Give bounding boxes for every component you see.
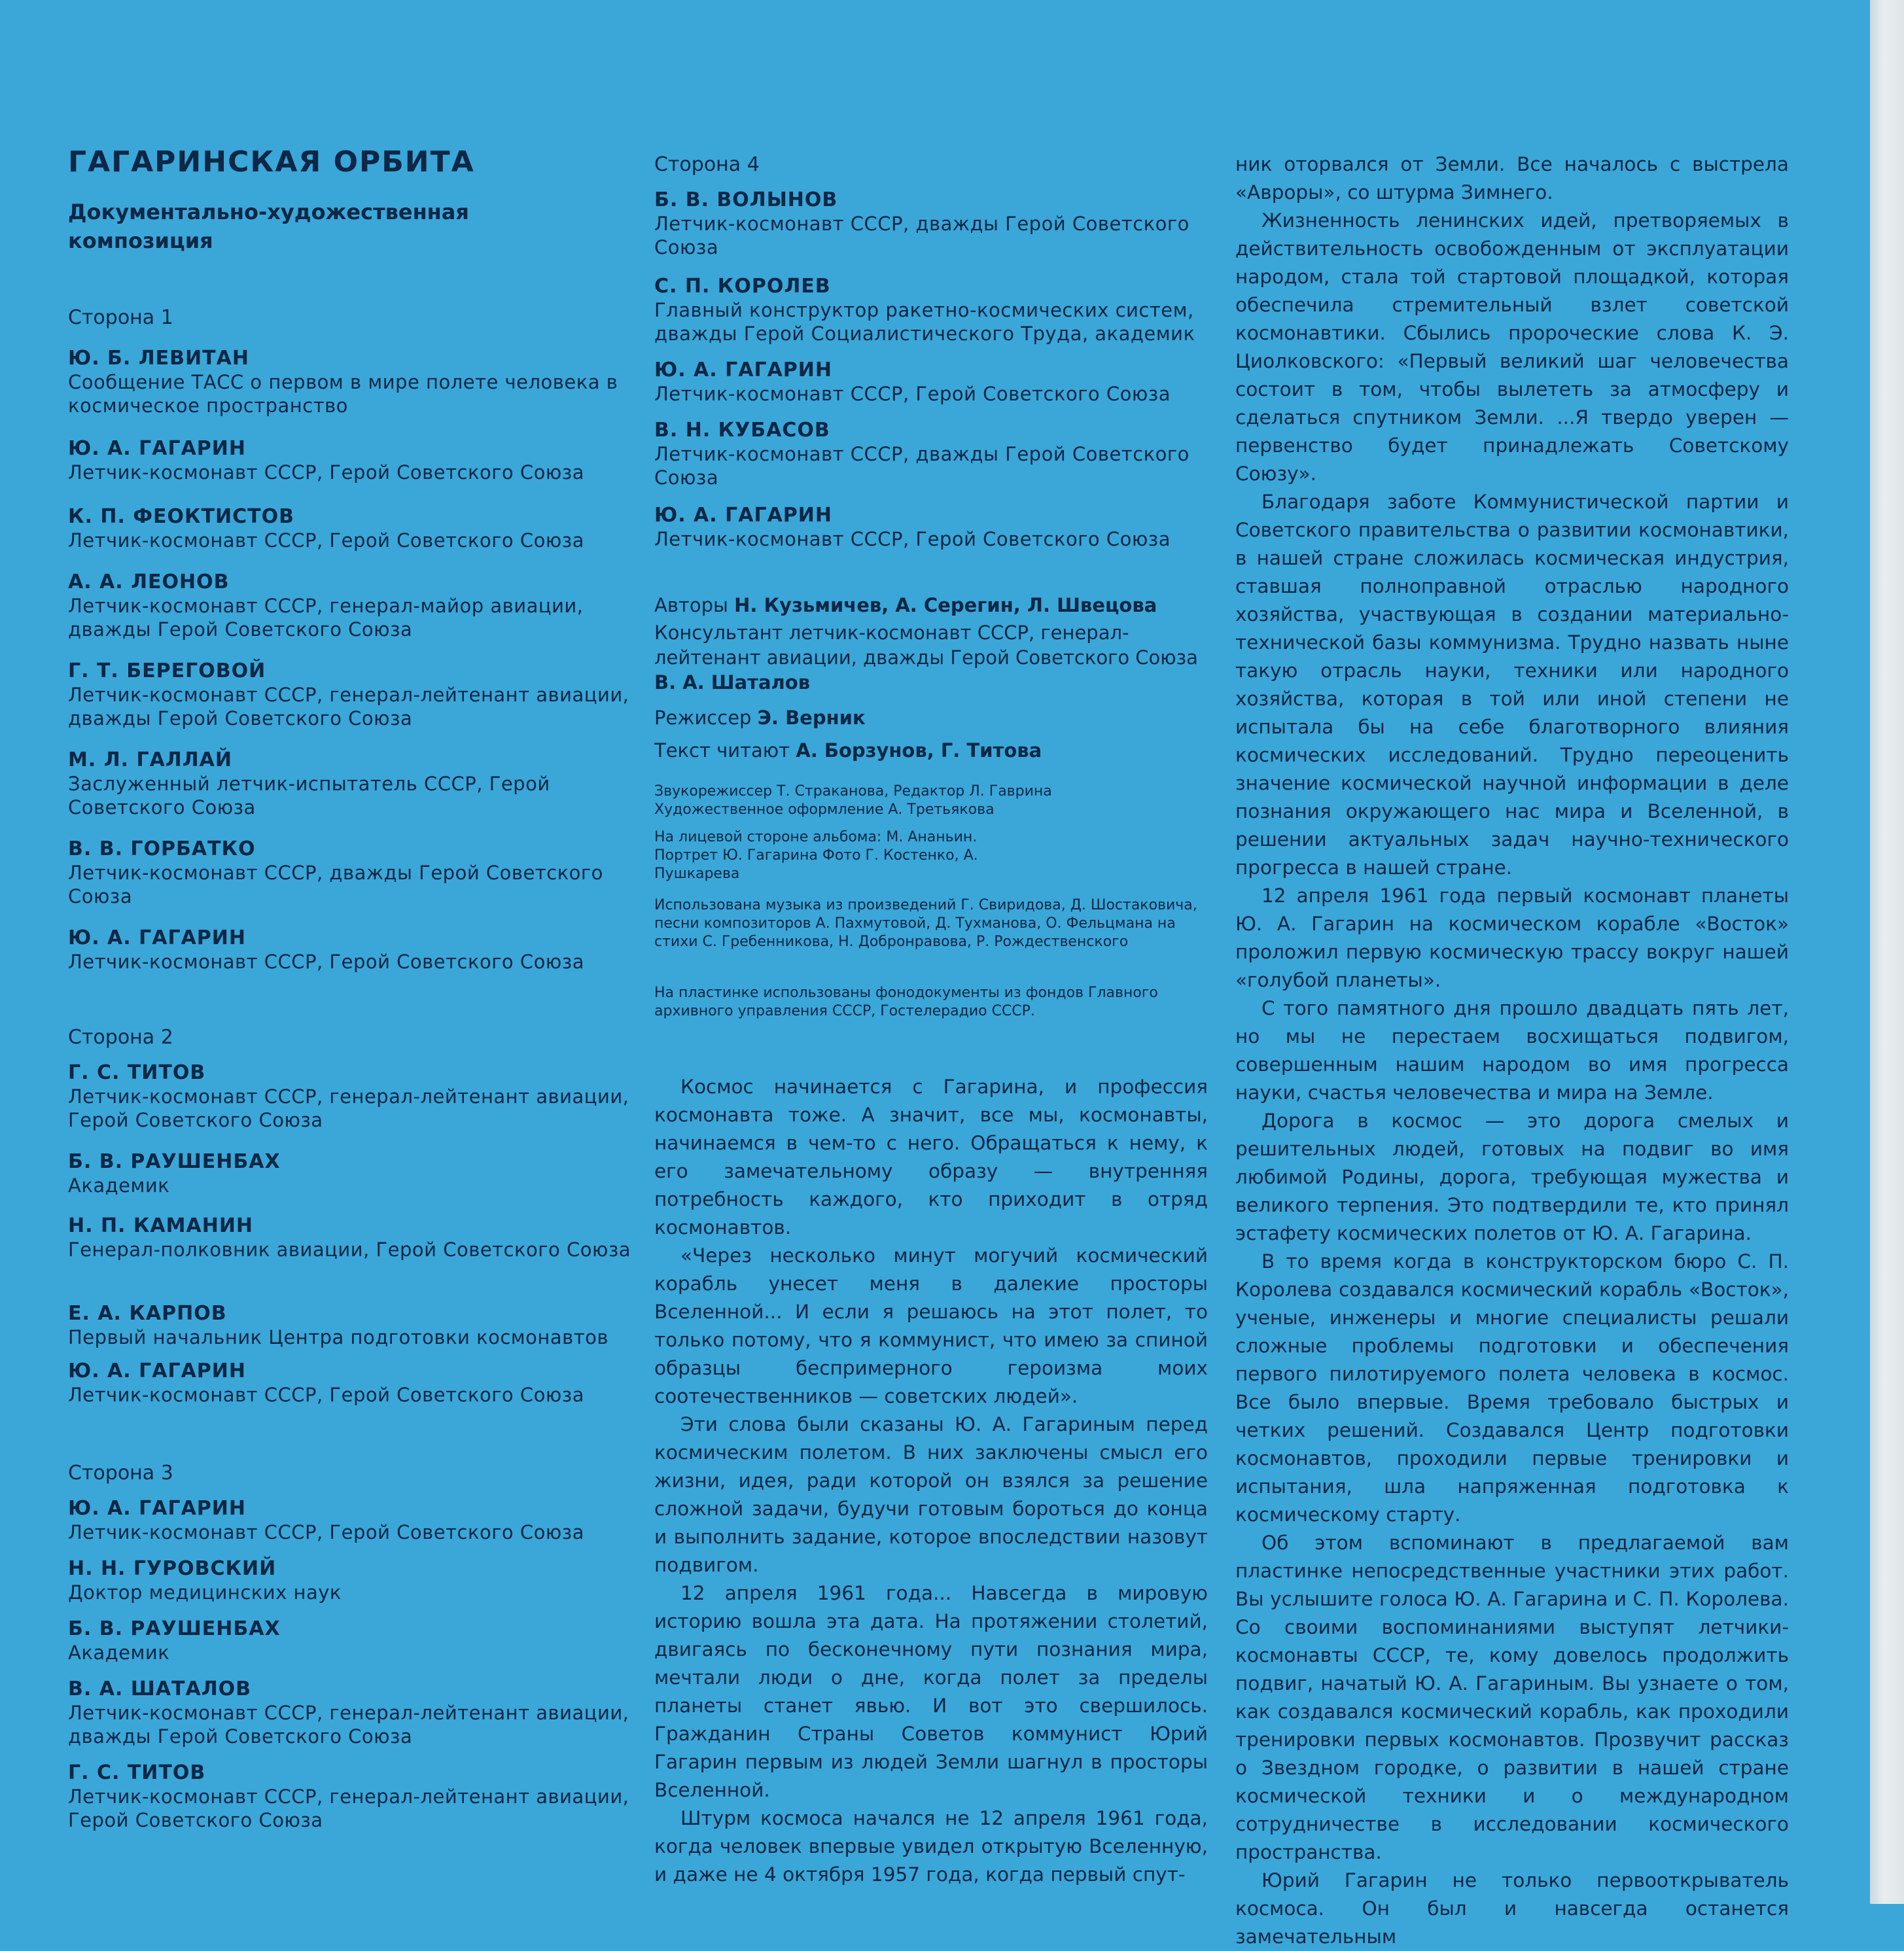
person-name: Г. С. ТИТОВ bbox=[68, 1761, 206, 1784]
readers-credit bbox=[654, 738, 1217, 763]
side-1-label: Сторона 1 bbox=[68, 306, 173, 329]
person-role: Летчик-космонавт СССР, Герой Советского Союза bbox=[68, 529, 584, 552]
person-name: С. П. КОРОЛЕВ bbox=[654, 275, 831, 298]
person-role: Летчик-космонавт СССР, дважды Герой Советского Союза bbox=[68, 862, 603, 907]
track-entry bbox=[68, 1150, 644, 1197]
person-name: Ю. А. ГАГАРИН bbox=[68, 437, 246, 460]
track-entry bbox=[68, 571, 644, 641]
person-role: Летчик-космонавт СССР, Герой Советского Союза bbox=[68, 1521, 584, 1543]
person-name: Б. В. РАУШЕНБАХ bbox=[68, 1617, 281, 1640]
track-entry bbox=[68, 659, 644, 730]
consultant-label: Консультант летчик-космонавт СССР, генерал-лейтенант авиации, дважды Герой Советского Союза bbox=[654, 622, 1198, 669]
essay-paragraph: «Через несколько минут могучий космический корабль унесет меня в далекие просторы Вселенной... И если я решаюсь на этот полет, то только потому, что я коммунист, что имею за спиной образцы беспримерного героизма моих соотечественников — советских людей». bbox=[654, 1244, 1208, 1407]
album-subtitle: Документально-художественная композиция bbox=[68, 200, 469, 253]
track-entry bbox=[68, 926, 644, 974]
essay-paragraph: Эти слова были сказаны Ю. А. Гагариным перед космическим полетом. В них заключены смысл его жизни, идея, ради которой он взялся за решение сложной задачи, будучи готовым бороться до конца и выполнить задание, которое впоследствии назовут подвигом. bbox=[654, 1413, 1208, 1576]
person-role: Главный конструктор ракетно-космических систем, дважды Герой Социалистического Труда, академик bbox=[654, 299, 1195, 345]
essay-paragraph: В то время когда в конструкторском бюро С. П. Королева создавался космический корабль «Восток», ученые, инженеры и многие специалисты решали сложные проблемы подготовки и обеспечения первого пилотируемого полета человека в космос. Все было впервые. Время требовало быстрых и четких решений. Создавался Центр подготовки космонавтов, проходили первые тренировки и испытания, шла напряженная подготовка к космическому старту. bbox=[1235, 1250, 1789, 1526]
person-role: Летчик-космонавт СССР, генерал-майор авиации, дважды Герой Советского Союза bbox=[68, 595, 584, 641]
track-entry bbox=[68, 505, 644, 552]
person-name: Н. Н. ГУРОВСКИЙ bbox=[68, 1557, 277, 1580]
consultant-name: В. А. Шаталов bbox=[654, 671, 811, 694]
person-role: Летчик-космонавт СССР, дважды Герой Советского Союза bbox=[654, 443, 1190, 489]
track-entry bbox=[68, 1214, 644, 1261]
track-entry bbox=[68, 837, 644, 908]
person-role: Летчик-космонавт СССР, генерал-лейтенант авиации, Герой Советского Союза bbox=[68, 1785, 629, 1831]
person-name: В. В. ГОРБАТКО bbox=[68, 837, 256, 860]
person-name: Ю. А. ГАГАРИН bbox=[68, 926, 246, 949]
front-cover-credit: На лицевой стороне альбома: М. Ананьин. Портрет Ю. Гагарина Фото Г. Костенко, А. Пушкарева bbox=[654, 829, 978, 882]
essay-paragraph: Штурм космоса начался не 12 апреля 1961 года, когда человек впервые увидел открытую Вселенную, и даже не 4 октября 1957 года, когда первый спут- bbox=[654, 1807, 1208, 1886]
person-role: Академик bbox=[68, 1174, 170, 1197]
person-role: Летчик-космонавт СССР, Герой Советского Союза bbox=[68, 1384, 584, 1406]
readers-label: Текст читают bbox=[654, 739, 790, 762]
person-role: Первый начальник Центра подготовки космонавтов bbox=[68, 1326, 608, 1348]
person-name: А. А. ЛЕОНОВ bbox=[68, 571, 230, 593]
person-name: Ю. А. ГАГАРИН bbox=[68, 1497, 246, 1520]
track-entry bbox=[68, 1497, 644, 1544]
person-name: Г. С. ТИТОВ bbox=[68, 1061, 206, 1084]
person-name: Е. А. КАРПОВ bbox=[68, 1302, 227, 1325]
track-entry bbox=[68, 347, 644, 417]
person-role: Летчик-космонавт СССР, генерал-лейтенант авиации, дважды Герой Советского Союза bbox=[68, 1702, 629, 1748]
essay-paragraph: Жизненность ленинских идей, претворяемых в действительность освобожденным от эксплуатации народом, стала той стартовой площадкой, которая обеспечила стремительный взлет советской космонавтики. Сбылись пророческие слова К. Э. Циолковского: «Первый великий шаг человечества состоит в том, чтобы вылететь за атмосферу и сделаться спутником Земли. ...Я твердо уверен — первенство будет принадлежать Советскому Союзу». bbox=[1235, 209, 1789, 485]
essay-paragraph: 12 апреля 1961 года первый космонавт планеты Ю. А. Гагарин на космическом корабле «Восток» проложил первую космическую трассу вокруг нашей «голубой планеты». bbox=[1235, 885, 1789, 991]
person-role: Летчик-космонавт СССР, Герой Советского Союза bbox=[68, 951, 584, 973]
consultant-credit bbox=[654, 620, 1217, 695]
person-role: Сообщение ТАСС о первом в мире полете человека в космическое пространство bbox=[68, 371, 618, 417]
track-entry bbox=[68, 1678, 644, 1748]
essay-paragraph: 12 апреля 1961 года... Навсегда в мировую историю вошла эта дата. На протяжении столетий, двигаясь по бесконечному пути познания мира, мечтали люди о дне, когда полет за пределы планеты станет явью. И вот это свершилось. Гражданин Страны Советов коммунист Юрий Гагарин первым из людей Земли шагнул в просторы Вселенной. bbox=[654, 1582, 1208, 1801]
essay-paragraph: Дорога в космос — это дорога смелых и решительных людей, готовых на подвиг во имя любимой Родины, дорога, требующая мужества и великого терпения. Это подтвердили те, кто принял эстафету космических полетов от Ю. А. Гагарина. bbox=[1235, 1110, 1789, 1244]
track-entry bbox=[68, 1061, 644, 1132]
person-role: Генерал-полковник авиации, Герой Советского Союза bbox=[68, 1239, 631, 1261]
essay-paragraph: Благодаря заботе Коммунистической партии и Советского правительства о развитии космонавтики, в нашей стране сложилась космическая индустрия, ставшая полноправной отраслью народного хозяйства, участвующая в создании материально-технической базы коммунизма. Трудно назвать ныне такую отрасль науки, техники или народного хозяйства, которая в той или иной степени не испытала бы на себе благотворного влияния космических исследований. Трудно переоценить значение космической научной информации в деле познания окружающего нас мира и Вселенной, в решении актуальных задач научно-технического прогресса в нашей стране. bbox=[1235, 491, 1789, 879]
person-name: Ю. А. ГАГАРИН bbox=[654, 359, 832, 381]
person-name: Б. В. РАУШЕНБАХ bbox=[68, 1150, 281, 1173]
track-entry bbox=[654, 504, 1230, 551]
track-entry bbox=[68, 437, 644, 484]
person-name: К. П. ФЕОКТИСТОВ bbox=[68, 505, 294, 528]
person-role: Доктор медицинских наук bbox=[68, 1581, 342, 1604]
authors-credit bbox=[654, 593, 1217, 618]
design-credit: Художественное оформление А. Третьякова bbox=[654, 801, 995, 818]
person-role: Летчик-космонавт СССР, дважды Герой Советского Союза bbox=[654, 213, 1190, 258]
sleeve-edge bbox=[1870, 0, 1904, 1904]
person-role: Летчик-космонавт СССР, генерал-лейтенант авиации, дважды Герой Советского Союза bbox=[68, 684, 629, 729]
person-name: Ю. А. ГАГАРИН bbox=[654, 504, 832, 527]
side-4-label: Сторона 4 bbox=[654, 153, 760, 176]
sound-credit: Звукорежиссер Т. Страканова, Редактор Л. Гаврина bbox=[654, 783, 1052, 800]
person-name: Ю. А. ГАГАРИН bbox=[68, 1360, 246, 1382]
track-entry bbox=[68, 1360, 644, 1407]
track-entry bbox=[654, 275, 1230, 345]
essay-column-right bbox=[1235, 150, 1789, 1951]
album-title: ГАГАРИНСКАЯ ОРБИТА bbox=[68, 145, 475, 179]
track-entry bbox=[654, 188, 1230, 259]
essay-paragraph: С того памятного дня прошло двадцать пять лет, но мы не перестаем восхищаться подвигом, совершенным нашим народом во имя прогресса науки, счастья человечества и мира на Земле. bbox=[1235, 997, 1789, 1104]
side-3-label: Сторона 3 bbox=[68, 1462, 173, 1485]
director-credit bbox=[654, 705, 1217, 730]
track-entry bbox=[68, 1617, 644, 1664]
readers-names: А. Борзунов, Г. Титова bbox=[796, 739, 1042, 762]
track-entry bbox=[654, 359, 1230, 406]
person-name: Н. П. КАМАНИН bbox=[68, 1214, 254, 1237]
person-role: Летчик-космонавт СССР, Герой Советского Союза bbox=[68, 461, 584, 483]
person-role: Академик bbox=[68, 1642, 170, 1664]
essay-column-middle bbox=[654, 1073, 1208, 1889]
authors-label: Авторы bbox=[654, 594, 728, 616]
essay-paragraph: ник оторвался от Земли. Все началось с выстрела «Авроры», со штурма Зимнего. bbox=[1235, 153, 1789, 203]
director-label: Режиссер bbox=[654, 707, 752, 729]
person-role: Заслуженный летчик-испытатель СССР, Герой Советского Союза bbox=[68, 773, 550, 818]
person-role: Летчик-космонавт СССР, генерал-лейтенант авиации, Герой Советского Союза bbox=[68, 1085, 629, 1131]
person-role: Летчик-космонавт СССР, Герой Советского Союза bbox=[654, 528, 1171, 550]
essay-paragraph: Об этом вспоминают в предлагаемой вам пластинке непосредственные участники этих работ. Вы услышите голоса Ю. А. Гагарина и С. П. Королева. Со своими воспоминаниями выступят летчики-космонавты СССР, те, кому довелось продолжить подвиг, начатый Ю. А. Гагариным. Вы узнаете о том, как создавался космический корабль, как проходили тренировки первых космонавтов. Прозвучит рассказ о Звездном городке, о развитии в нашей стране космической техники и о международном сотрудничестве в исследовании космического пространства. bbox=[1235, 1532, 1789, 1863]
person-name: В. А. ШАТАЛОВ bbox=[68, 1678, 252, 1700]
essay-paragraph: Космос начинается с Гагарина, и профессия космонавта тоже. А значит, все мы, космонавты, начинаемся в чем-то с него. Обращаться к нему, к его замечательному образу — внутренняя потребность каждого, кто приходит в отряд космонавтов. bbox=[654, 1076, 1208, 1239]
essay-paragraph: Юрий Гагарин не только первооткрыватель космоса. Он был и навсегда останется замечательным bbox=[1235, 1869, 1789, 1948]
music-credit: Использована музыка из произведений Г. Свиридова, Д. Шостаковича, песни композиторов А. Пахмутовой, Д. Тухманова, О. Фельцмана на стихи С. Гребенникова, Н. Добронравова, Р. Рождественского bbox=[654, 897, 1197, 950]
person-name: В. Н. КУБАСОВ bbox=[654, 419, 830, 442]
track-entry bbox=[68, 1557, 644, 1604]
track-entry bbox=[654, 419, 1230, 489]
person-name: Г. Т. БЕРЕГОВОЙ bbox=[68, 659, 266, 682]
director-name: Э. Верник bbox=[757, 707, 866, 729]
side-2-label: Сторона 2 bbox=[68, 1026, 173, 1049]
person-name: М. Л. ГАЛЛАЙ bbox=[68, 748, 232, 771]
track-entry bbox=[68, 1302, 644, 1349]
track-entry bbox=[68, 748, 644, 819]
track-entry bbox=[68, 1761, 644, 1832]
archive-credit: На пластинке использованы фонодокументы из фондов Главного архивного управления СССР, Гостелерадио СССР. bbox=[654, 985, 1158, 1019]
person-role: Летчик-космонавт СССР, Герой Советского Союза bbox=[654, 383, 1171, 405]
person-name: Ю. Б. ЛЕВИТАН bbox=[68, 347, 249, 370]
authors-names: Н. Кузьмичев, А. Серегин, Л. Швецова bbox=[734, 594, 1157, 616]
person-name: Б. В. ВОЛЫНОВ bbox=[654, 188, 838, 211]
